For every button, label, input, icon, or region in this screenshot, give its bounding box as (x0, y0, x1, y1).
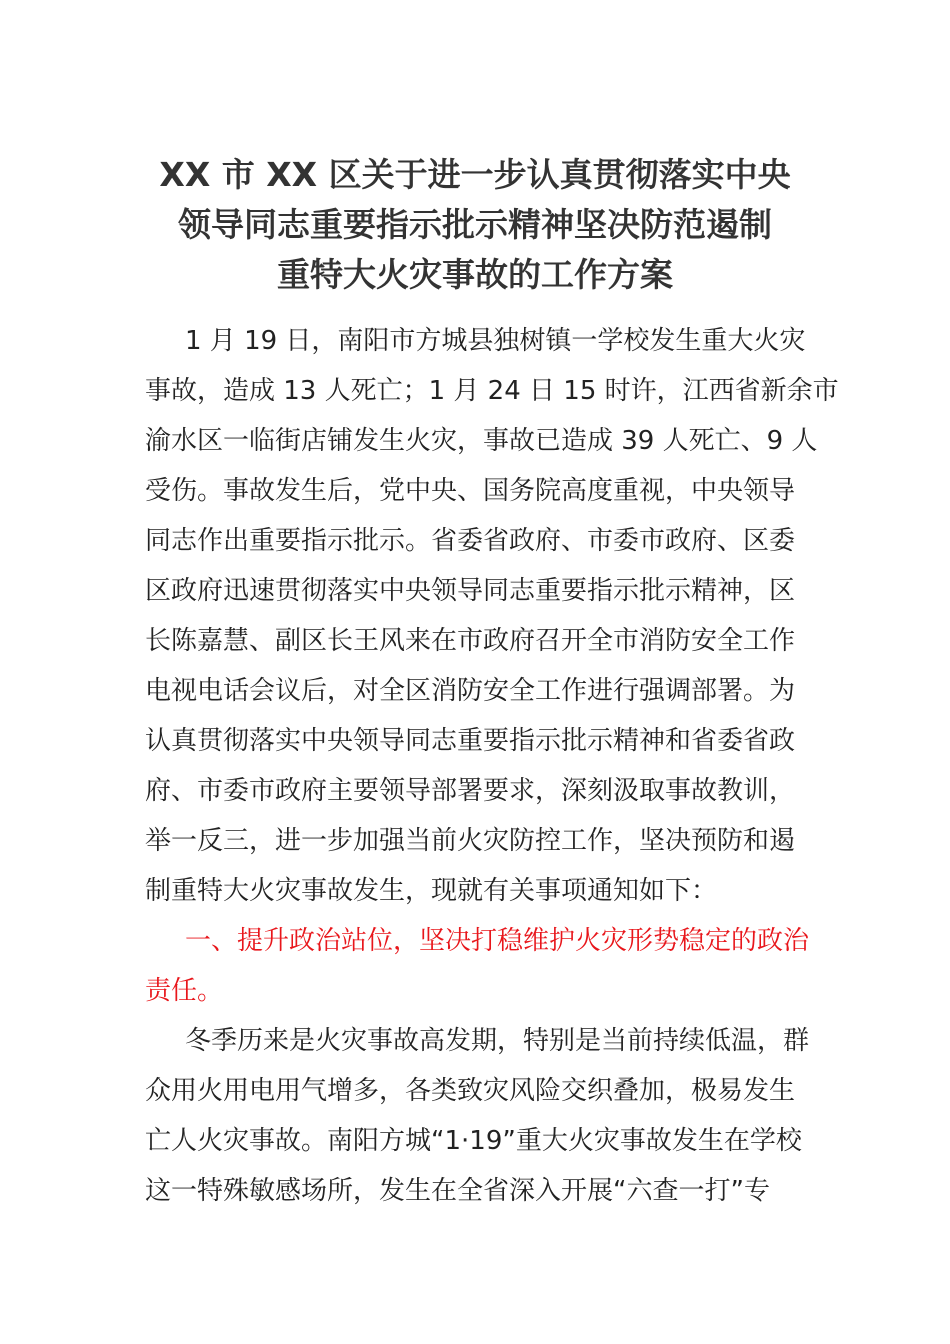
section-1-paragraph (145, 1016, 810, 1216)
text-line: 冬季历来是火灾事故高发期，特别是当前持续低温，群 (185, 1026, 810, 1056)
text-line: 电视电话会议后，对全区消防安全工作进行强调部署。为 (145, 676, 796, 706)
text-line: 渝水区一临街店铺发生火灾，事故已造成 39 人死亡、9 人 (145, 426, 818, 456)
text-line: 众用火用电用气增多，各类致灾风险交织叠加，极易发生 (145, 1076, 796, 1106)
text-line: 认真贯彻落实中央领导同志重要指示批示精神和省委省政 (145, 726, 796, 756)
text-line: 事故，造成 13 人死亡；1 月 24 日 15 时许，江西省新余市 (145, 376, 839, 406)
text-line: 这一特殊敏感场所，发生在全省深入开展“六查一打”专 (145, 1176, 770, 1206)
text-line: 亡人火灾事故。南阳方城“1·19”重大火灾事故发生在学校 (145, 1126, 802, 1156)
title-line-1: XX 市 XX 区关于进一步认真贯彻落实中央 (159, 155, 791, 194)
document-title (140, 150, 810, 300)
text-line: 长陈嘉慧、副区长王风来在市政府召开全市消防安全工作 (145, 626, 796, 656)
title-line-2: 领导同志重要指示批示精神坚决防范遏制 (178, 205, 772, 244)
text-line: 1 月 19 日，南阳市方城县独树镇一学校发生重大火灾 (185, 326, 806, 356)
text-line: 区政府迅速贯彻落实中央领导同志重要指示批示精神，区 (145, 576, 796, 606)
text-line: 受伤。事故发生后，党中央、国务院高度重视，中央领导 (145, 476, 796, 506)
text-line: 举一反三，进一步加强当前火灾防控工作，坚决预防和遏 (145, 826, 796, 856)
intro-paragraph (145, 316, 839, 916)
text-line: 制重特大火灾事故发生，现就有关事项通知如下： (145, 876, 718, 906)
section-heading-1 (145, 916, 810, 1016)
text-line: 府、市委市政府主要领导部署要求，深刻汲取事故教训， (145, 776, 796, 806)
heading-line: 责任。 (145, 976, 224, 1006)
heading-line: 一、提升政治站位，坚决打稳维护火灾形势稳定的政治 (185, 926, 810, 956)
title-line-3: 重特大火灾事故的工作方案 (277, 255, 673, 294)
document-body (145, 316, 839, 1216)
text-line: 同志作出重要指示批示。省委省政府、市委市政府、区委 (145, 526, 796, 556)
